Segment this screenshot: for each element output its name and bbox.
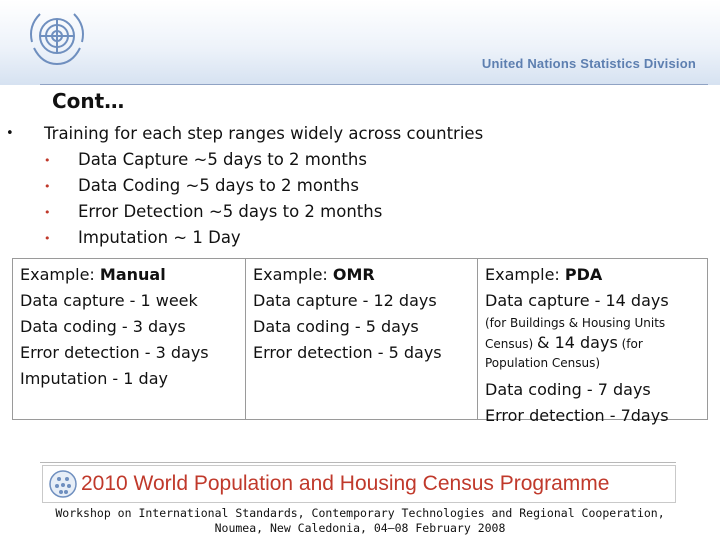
omr-line: Error detection - 5 days — [253, 343, 442, 362]
pda-note: Population Census) — [485, 356, 601, 370]
sub-bullet: • Data Capture ~5 days to 2 months — [44, 150, 367, 169]
bullet-icon: • — [44, 180, 51, 193]
census-globe-icon — [47, 468, 79, 500]
bullet-icon: • — [6, 126, 14, 141]
column-heading: Example: PDA — [485, 265, 603, 284]
pda-note: Census) & 14 days (for — [485, 333, 643, 352]
unsd-wordmark: United Nations Statistics Division — [481, 56, 696, 71]
sub-bullet: • Error Detection ~5 days to 2 months — [44, 202, 383, 221]
pda-note: (for Buildings & Housing Units — [485, 316, 666, 330]
bullet-icon: • — [44, 232, 51, 245]
footer-divider — [40, 462, 676, 463]
manual-line: Data capture - 1 week — [20, 291, 198, 310]
manual-line: Error detection - 3 days — [20, 343, 209, 362]
bullet-icon: • — [44, 206, 51, 219]
pda-error: Error detection - 7days — [485, 406, 669, 425]
omr-line: Data capture - 12 days — [253, 291, 437, 310]
slide-title: Cont… — [52, 89, 125, 113]
sub-bullet: • Imputation ~ 1 Day — [44, 228, 241, 247]
column-heading: Example: Manual — [20, 265, 166, 284]
sub-bullet: • Data Coding ~5 days to 2 months — [44, 176, 359, 195]
pda-capture: Data capture - 14 days — [485, 291, 669, 310]
manual-line: Data coding - 3 days — [20, 317, 186, 336]
omr-column — [245, 259, 477, 419]
manual-column — [13, 259, 245, 419]
workshop-footer: Workshop on International Standards, Contemporary Technologies and Regional Cooperation, Noumea, New Caledonia, 04–08 February 2008 — [55, 506, 665, 535]
header-divider — [40, 84, 708, 85]
census-banner-text: 2010 World Population and Housing Census Programme — [81, 472, 610, 495]
pda-column — [477, 259, 707, 425]
pda-coding: Data coding - 7 days — [485, 380, 651, 399]
column-heading: Example: OMR — [253, 265, 375, 284]
manual-line: Imputation - 1 day — [20, 369, 168, 388]
omr-line: Data coding - 5 days — [253, 317, 419, 336]
examples-table — [12, 258, 708, 425]
main-bullet: Training for each step ranges widely across countries — [44, 124, 484, 143]
header-band — [0, 0, 720, 85]
bullet-icon: • — [44, 154, 51, 167]
un-emblem-icon — [22, 8, 92, 70]
census-programme-banner — [42, 465, 676, 503]
